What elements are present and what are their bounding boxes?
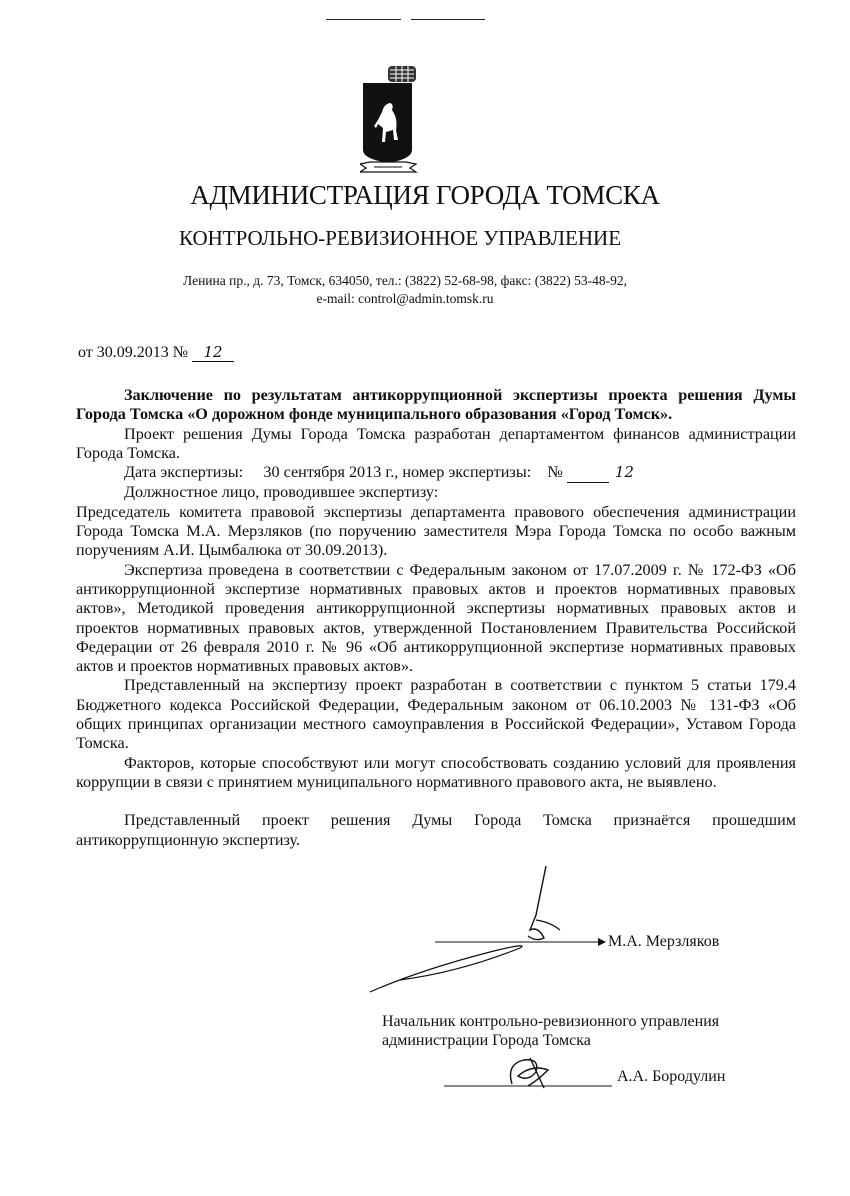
address-line: Ленина пр., д. 73, Томск, 634050, тел.: (3822) 52-68-98, факс: (3822) 53-48-92,	[183, 273, 627, 288]
top-rule-right	[411, 19, 485, 20]
paragraph-project-basis: Представленный на экспертизу проект разработан в соответствии с пунктом 5 статьи 179.4 Бюджетного кодекса Российской Федерации, Федеральным законом от 06.10.2003 № 131-ФЗ «Об общих принципах организации местного самоуправления в Российской Федерации», Уставом Города Томска.	[76, 676, 796, 753]
paragraph-developer: Проект решения Думы Города Томска разработан департаментом финансов администрации Города Томска.	[76, 424, 796, 462]
paragraph-legal-basis: Экспертиза проведена в соответствии с Федеральным законом от 17.07.2009 г. № 172-ФЗ «Об антикоррупционной экспертизе нормативных правовых актов и проектов нормативных правовых актов», Методикой проведения антикоррупционной экспертизы нормативных правовых актов и проектов нормативных правовых актов, утвержденной Постановлением Правительства Российской Федерации от 26 февраля 2010 г. № 96 «Об антикоррупционной экспертизе нормативных правовых актов и проектов нормативных правовых актов».	[76, 560, 796, 676]
document-heading: Заключение по результатам антикоррупционной экспертизы проекта решения Думы Города Томска «О дорожном фонде муниципального образования «Город Томск».	[76, 386, 796, 424]
number-sign: №	[547, 463, 563, 482]
official-details: Председатель комитета правовой экспертизы департамента правового обеспечения администрации Города Томска М.А. Мерзляков (по поручению заместителя Мэра Города Томска по особо важным поручениям А.И. Цымбалюка от 30.09.2013).	[76, 502, 796, 560]
tomsk-coat-of-arms-icon	[360, 60, 460, 180]
organization-title: АДМИНИСТРАЦИЯ ГОРОДА ТОМСКА	[190, 180, 660, 210]
head-title-line1: Начальник контрольно-ревизионного управления	[382, 1013, 720, 1030]
email-line: e-mail: control@admin.tomsk.ru	[316, 291, 494, 306]
head-name: А.А. Бородулин	[617, 1068, 726, 1085]
contact-address	[0, 272, 810, 308]
paragraph-factors: Факторов, которые способствуют или могут способствовать созданию условий для проявления коррупции в связи с принятием муниципального нормативного правового акта, не выявлено.	[76, 753, 796, 791]
paragraph-conclusion: Представленный проект решения Думы Города Томска признаётся прошедшим антикоррупционную экспертизу.	[76, 811, 796, 849]
head-title-line2: администрации Города Томска	[382, 1032, 591, 1049]
document-body	[76, 386, 796, 850]
expertise-number: 12	[567, 463, 609, 483]
expertise-date-value: 30 сентября 2013 г., номер экспертизы:	[263, 463, 532, 482]
top-rule-left	[326, 19, 401, 20]
expert-name: М.А. Мерзляков	[608, 933, 720, 950]
expertise-date-line	[76, 463, 796, 483]
head-title	[382, 1012, 719, 1050]
document-reference	[78, 343, 234, 362]
expert-signature	[360, 860, 610, 1000]
official-label: Должностное лицо, проводившее экспертизу:	[124, 483, 439, 502]
head-signature	[440, 1050, 615, 1095]
reference-number: 12	[192, 343, 234, 362]
reference-date: от 30.09.2013 №	[78, 344, 189, 361]
expertise-date-label: Дата экспертизы:	[124, 463, 244, 482]
department-title: КОНТРОЛЬНО-РЕВИЗИОННОЕ УПРАВЛЕНИЕ	[178, 226, 622, 250]
